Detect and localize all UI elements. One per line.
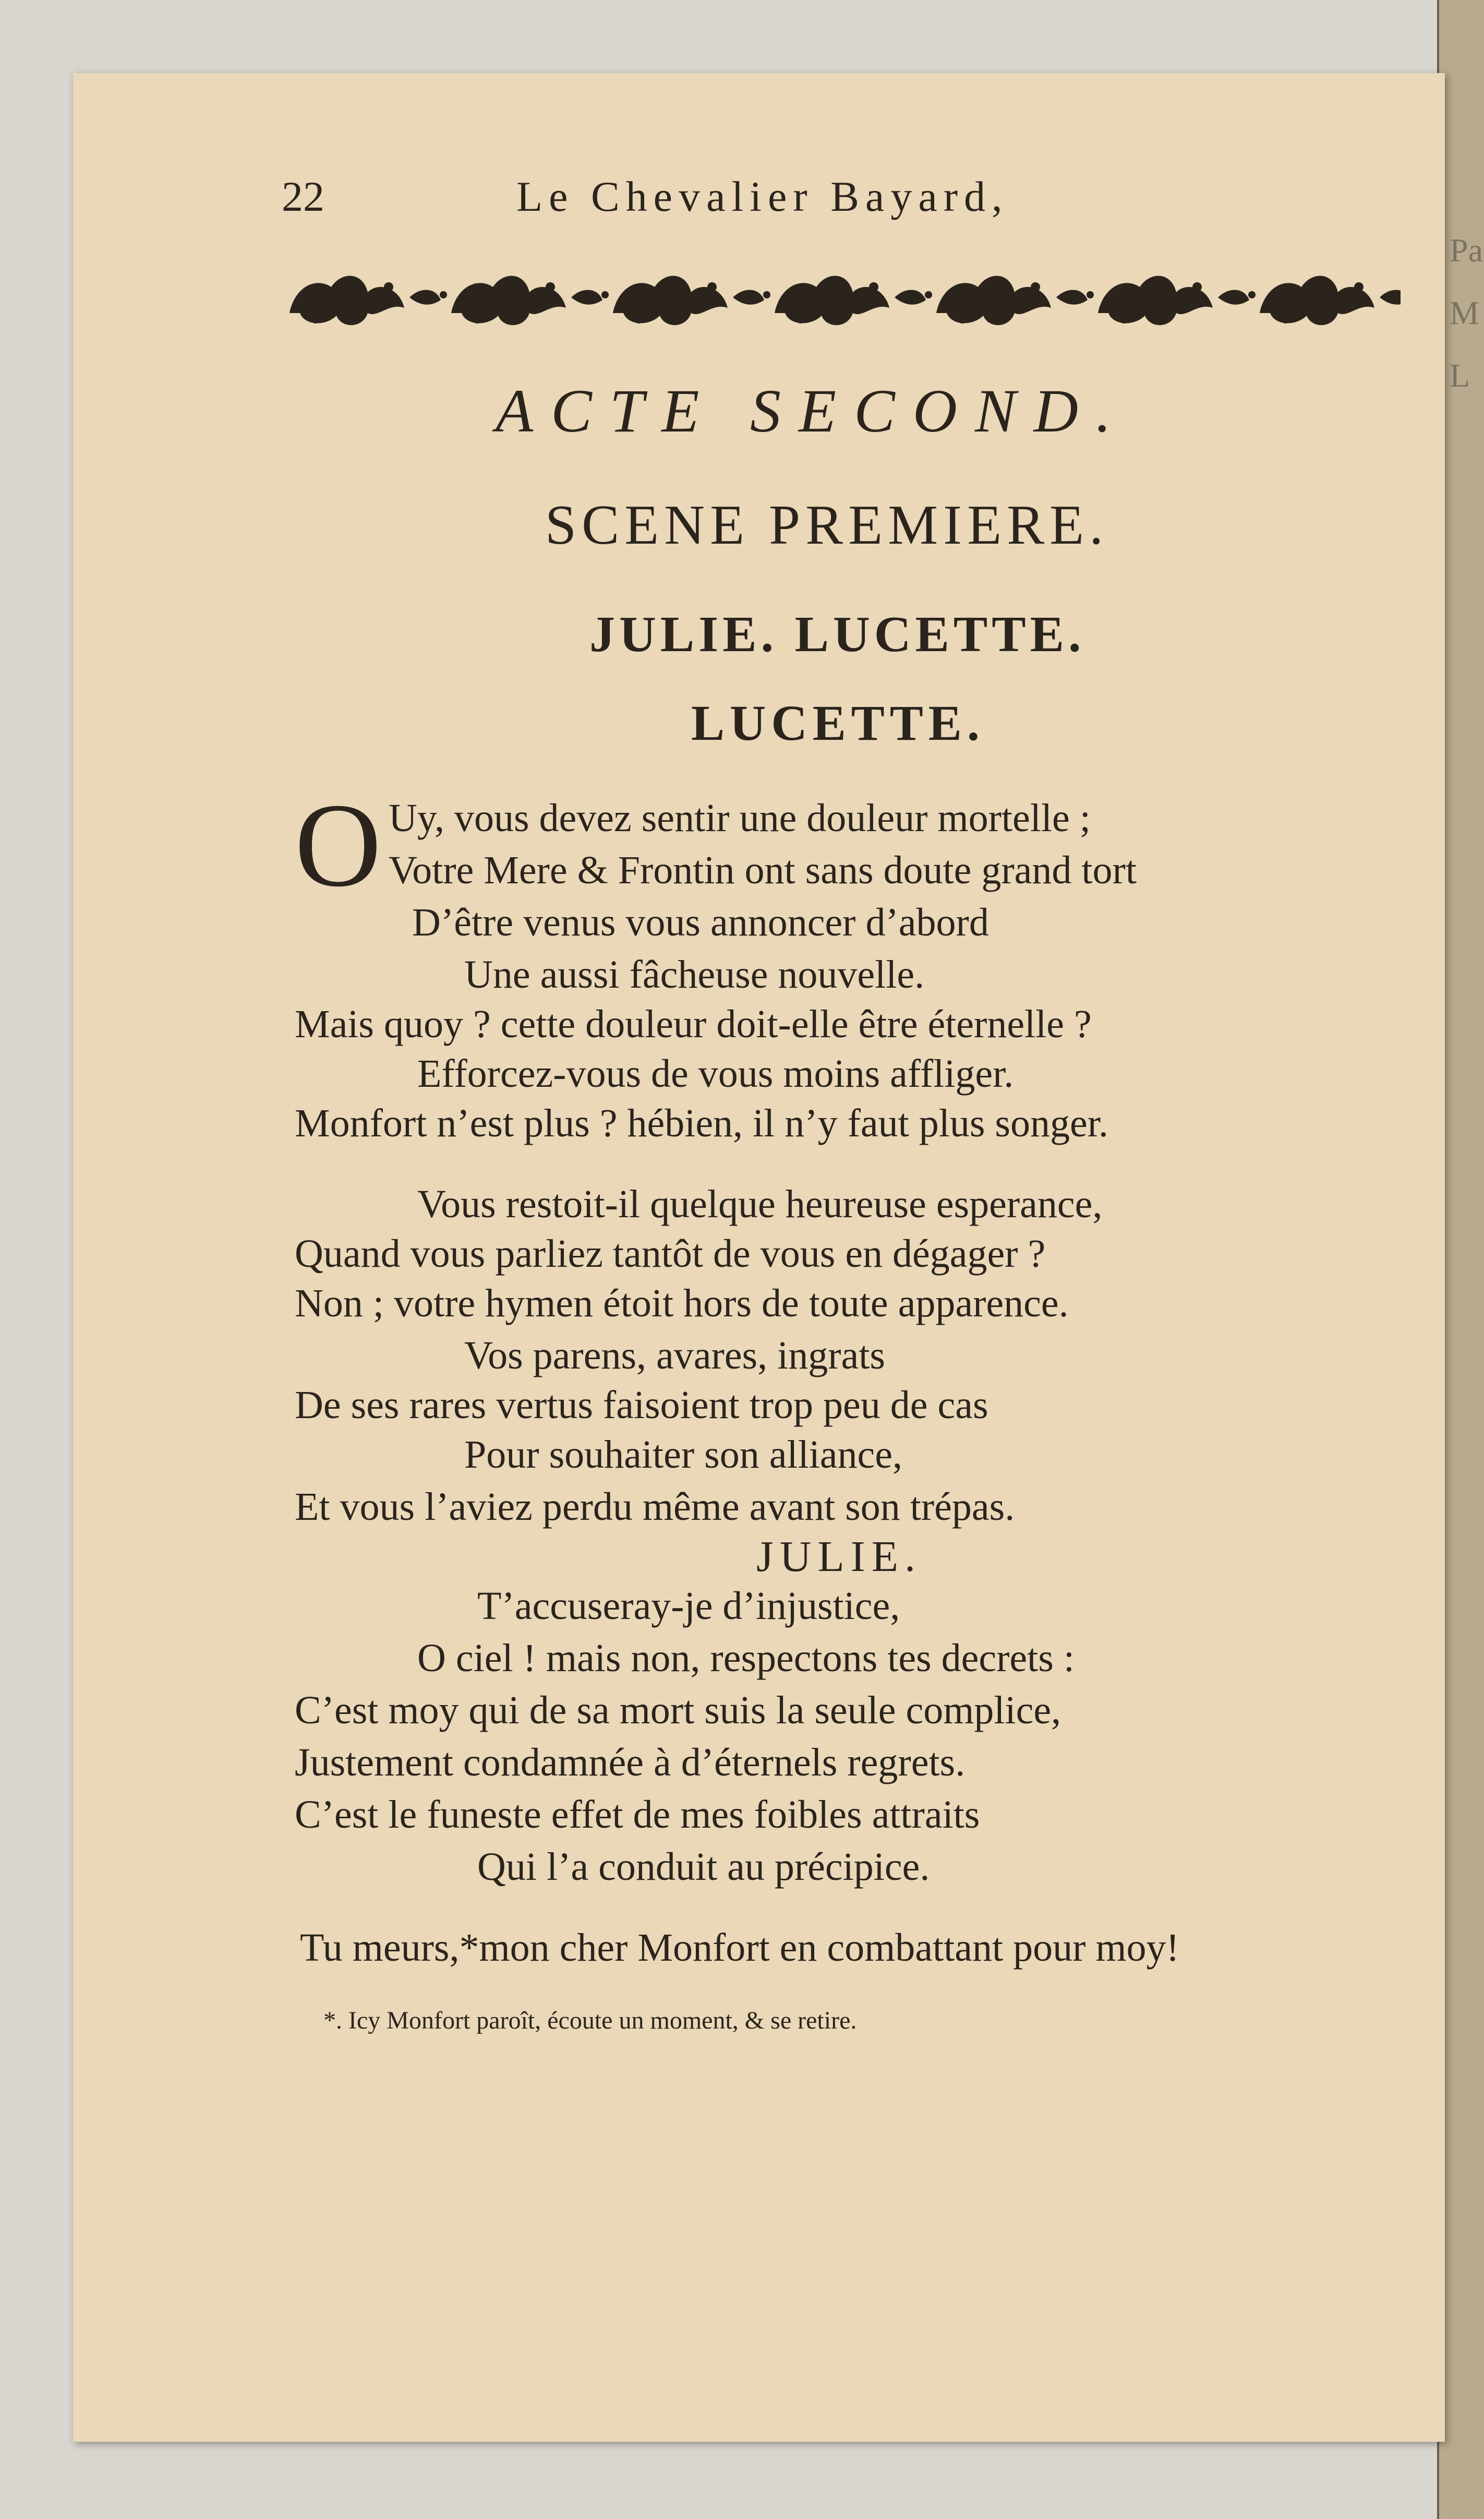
verse-line: Uy, vous devez sentir une douleur mortelle ; [389,796,1091,840]
verse-line: T’accuseray-je d’injustice, [477,1584,900,1628]
speaker-name: JULIE. [756,1532,922,1581]
page-number: 22 [282,173,324,220]
adjacent-page-bleed: Pa M L [1450,232,1483,394]
characters-list: JULIE. LUCETTE. [589,606,1085,663]
verse-line: Monfort n’est plus ? hébien, il n’y faut plus songer. [295,1101,1108,1145]
verse-line: Quand vous parliez tantôt de vous en dégager ? [295,1232,1046,1276]
verse-line: Et vous l’aviez perdu même avant son trépas. [295,1485,1015,1529]
footnote: *. Icy Monfort paroît, écoute un moment, & se retire. [323,2007,857,2034]
running-title: Le Chevalier Bayard, [516,173,1009,220]
verse-line: Votre Mere & Frontin ont sans doute grand tort [389,848,1137,892]
drop-cap: O [295,778,382,911]
verse-line: O ciel ! mais non, respectons tes decrets : [417,1636,1075,1680]
verse-line: Tu meurs,*mon cher Monfort en combattant pour moy! [300,1926,1179,1970]
verse-line: Qui l’a conduit au précipice. [477,1845,930,1889]
verse-line: D’être venus vous annoncer d’abord [412,901,989,944]
verse-line: Non ; votre hymen étoit hors de toute apparence. [295,1281,1069,1325]
verse-line: C’est le funeste effet de mes foibles attraits [295,1793,980,1837]
ornamental-band [284,256,1401,339]
scene-title: SCENE PREMIERE. [545,494,1109,556]
verse-line: Efforcez-vous de vous moins affliger. [417,1052,1014,1096]
verse-line: De ses rares vertus faisoient trop peu de cas [295,1383,988,1427]
speaker-name: LUCETTE. [691,695,985,751]
act-title: ACTE SECOND. [496,377,1129,445]
verse-line: Justement condamnée à d’éternels regrets. [295,1741,966,1784]
verse-line: Mais quoy ? cette douleur doit-elle être éternelle ? [295,1002,1092,1046]
verse-line: Pour souhaiter son alliance, [464,1433,903,1477]
verse-line: Vous restoit-il quelque heureuse esperance, [417,1182,1103,1226]
verse-line: Une aussi fâcheuse nouvelle. [464,953,925,997]
verse-line: Vos parens, avares, ingrats [464,1334,885,1377]
verse-line: C’est moy qui de sa mort suis la seule complice, [295,1688,1061,1732]
